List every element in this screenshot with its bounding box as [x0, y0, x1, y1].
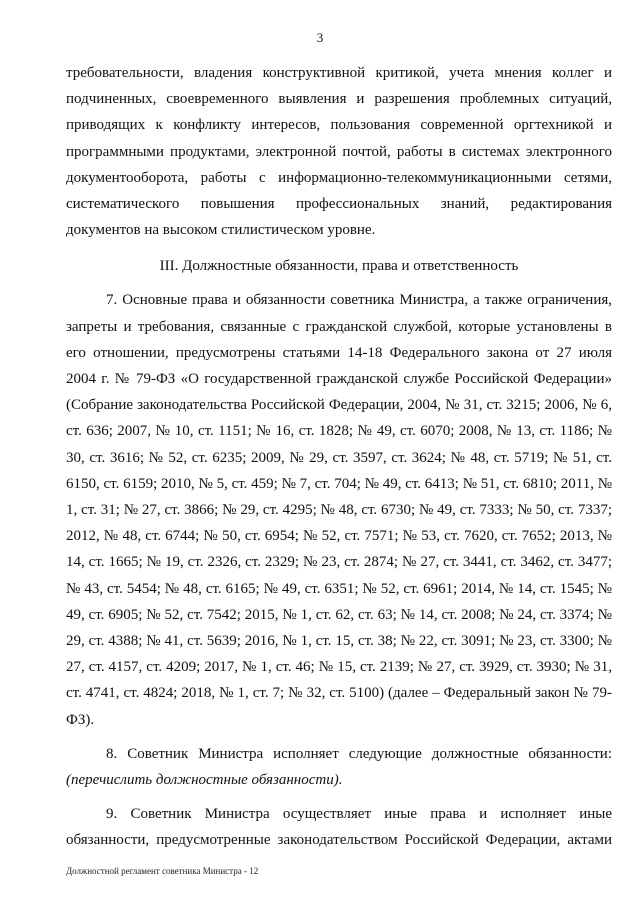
paragraph-7: 7. Основные права и обязанности советника Министра, а также ограничения, запреты и требования, связанные с гражданской службой, которые установлены в его отношении, предусмотрены статьями 14-18 Федерального закона от 27 июля 2004 г. № 79-ФЗ «О государственной гражданской службе Российской Федерации» (Собрание законодательства Российской Федерации, 2004, № 31, ст. 3215; 2006, № 6, ст. 636; 2007, № 10, ст. 1151; № 16, ст. 1828; № 49, ст. 6070; 2008, № 13, ст. 1186; № 30, ст. 3616; № 52, ст. 6235; 2009, № 29, ст. 3597, ст. 3624; № 48, ст. 5719; № 51, ст. 6150, ст. 6159; 2010, № 5, ст. 459; № 7, ст. 704; № 49, ст. 6413; № 51, ст. 6810; 2011, № 1, ст. 31; № 27, ст. 3866; № 29, ст. 4295; № 48, ст. 6730; № 49, ст. 7333; № 50, ст. 7337; 2012, № 48, ст. 6744; № 50, ст. 6954; № 52, ст. 7571; № 53, ст. 7620, ст. 7652; 2013, № 14, ст. 1665; № 19, ст. 2326, ст. 2329; № 23, ст. 2874; № 27, ст. 3441, ст. 3462, ст. 3477; № 43, ст. 5454; № 48, ст. 6165; № 49, ст. 6351; № 52, ст. 6961; 2014, № 14, ст. 1545; № 49, ст. 6905; № 52, ст. 7542; 2015, № 1, ст. 62, ст. 63; № 14, ст. 2008; № 24, ст. 3374; № 29, ст. 4388; № 41, ст. 5639; 2016, № 1, ст. 15, ст. 38; № 22, ст. 3091; № 23, ст. 3300; № 27, ст. 4157, ст. 4209; 2017, № 1, ст. 46; № 15, ст. 2139; № 27, ст. 3929, ст. 3930; № 31, ст. 4741, ст. 4824; 2018, № 1, ст. 7; № 32, ст. 5100) (далее – Федеральный закон № 79-ФЗ).: [66, 292, 613, 728]
page-number: 3: [316, 30, 324, 45]
spacer: [66, 793, 612, 801]
paragraph-8-text: 8. Советник Министра исполняет следующие должностные обязанности:: [106, 745, 612, 762]
spacer: [66, 733, 612, 741]
document-body: [66, 60, 612, 854]
intro-paragraph: требовательности, владения конструктивной критикой, учета мнения коллег и подчиненных, своевременного выявления и разрешения проблемных ситуаций, приводящих к конфликту интересов, пользования современной оргтехникой и программными продуктами, электронной почтой, работы в системах электронного документооборота, работы с информационно-телекоммуникационными сетями, систематического повышения профессиональных знаний, редактирования документов на высоком стилистическом уровне.: [66, 65, 612, 239]
section-heading: III. Должностные обязанности, права и ответственность: [159, 258, 519, 275]
page-footer: Должностной регламент советника Министра - 12: [66, 866, 259, 876]
paragraph-8-italic-note: (перечислить должностные обязанности).: [66, 772, 343, 789]
paragraph-8: [66, 741, 612, 793]
paragraph-9: 9. Советник Министра осуществляет иные права и исполняет иные обязанности, предусмотренные законодательством Российской Федерации, актами: [66, 806, 612, 849]
